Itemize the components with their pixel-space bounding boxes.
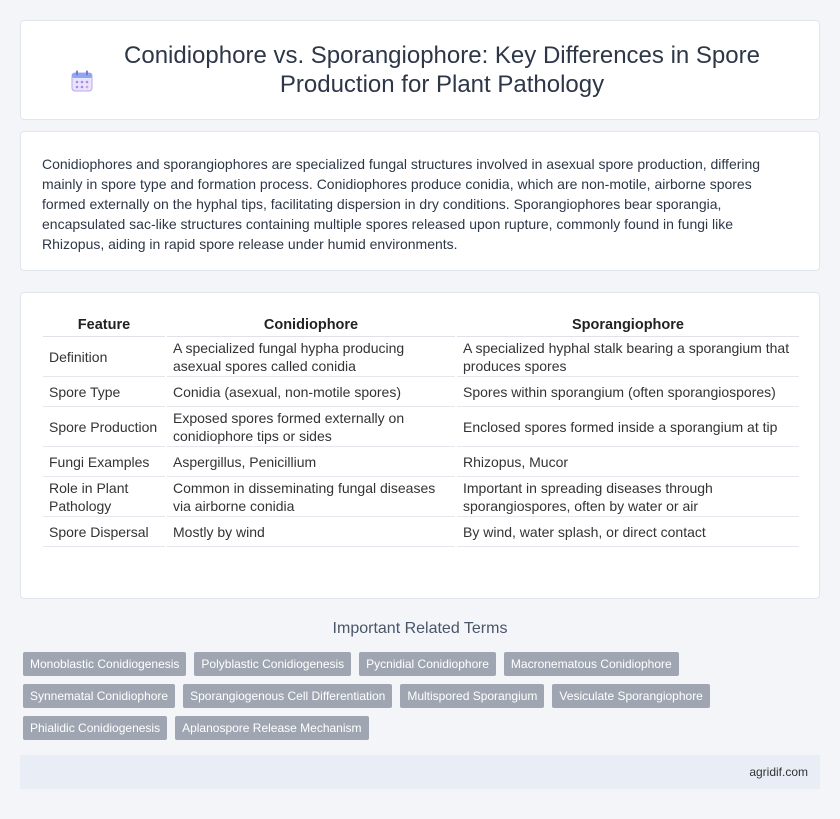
tag-row [23, 684, 823, 708]
tag-link[interactable]: Multispored Sporangium [400, 684, 544, 708]
related-terms-list [23, 652, 823, 748]
intro-card [20, 131, 820, 271]
tag-row [23, 652, 823, 676]
feature-cell: Role in Plant Pathology [43, 477, 166, 517]
table-row [43, 377, 799, 407]
tag-link[interactable]: Polyblastic Conidiogenesis [194, 652, 351, 676]
tag-link[interactable]: Vesiculate Sporangiophore [552, 684, 709, 708]
sporangiophore-cell: Important in spreading diseases through sporangiospores, often by water or air [456, 477, 799, 517]
feature-cell: Spore Dispersal [43, 517, 166, 547]
sporangiophore-cell: Enclosed spores formed inside a sporangium at tip [456, 407, 799, 447]
table-row [43, 337, 799, 377]
conidiophore-cell: Common in disseminating fungal diseases via airborne conidia [166, 477, 456, 517]
feature-cell: Spore Type [43, 377, 166, 407]
conidiophore-cell: A specialized fungal hypha producing asexual spores called conidia [166, 337, 456, 377]
tag-link[interactable]: Monoblastic Conidiogenesis [23, 652, 186, 676]
tag-row [23, 716, 823, 740]
sporangiophore-cell: A specialized hyphal stalk bearing a sporangium that produces spores [456, 337, 799, 377]
title-card [20, 20, 820, 120]
header-feature: Feature [43, 311, 166, 337]
header-sporangiophore: Sporangiophore [456, 311, 799, 337]
tag-link[interactable]: Synnematal Conidiophore [23, 684, 175, 708]
feature-cell: Spore Production [43, 407, 166, 447]
comparison-table [43, 311, 799, 547]
tag-link[interactable]: Phialidic Conidiogenesis [23, 716, 167, 740]
table-row [43, 477, 799, 517]
intro-paragraph: Conidiophores and sporangiophores are specialized fungal structures involved in asexual spore production, differing mainly in spore type and formation process. Conidiophores produce conidia, which are non-motile, airborne spores formed externally on the hyphal tips, facilitating dispersion in dry conditions. Sporangiophores bear sporangia, encapsulated sac-like structures containing multiple spores released upon rupture, commonly found in fungi like Rhizopus, aiding in rapid spore release under humid environments. [42, 156, 761, 252]
header-conidiophore: Conidiophore [166, 311, 456, 337]
footer-site-link[interactable]: agridif.com [749, 765, 808, 779]
feature-cell: Fungi Examples [43, 447, 166, 477]
sporangiophore-cell: By wind, water splash, or direct contact [456, 517, 799, 547]
page-title: Conidiophore vs. Sporangiophore: Key Differences in Spore Production for Plant Pathology [124, 42, 760, 98]
feature-cell: Definition [43, 337, 166, 377]
table-row [43, 447, 799, 477]
tag-link[interactable]: Aplanospore Release Mechanism [175, 716, 368, 740]
conidiophore-cell: Conidia (asexual, non-motile spores) [166, 377, 456, 407]
conidiophore-cell: Exposed spores formed externally on conidiophore tips or sides [166, 407, 456, 447]
tag-link[interactable]: Pycnidial Conidiophore [359, 652, 496, 676]
footer [20, 755, 820, 789]
conidiophore-cell: Aspergillus, Penicillium [166, 447, 456, 477]
table-row [43, 407, 799, 447]
sporangiophore-cell: Spores within sporangium (often sporangiospores) [456, 377, 799, 407]
sporangiophore-cell: Rhizopus, Mucor [456, 447, 799, 477]
tag-link[interactable]: Macronematous Conidiophore [504, 652, 679, 676]
calendar-icon [70, 69, 94, 93]
table-row [43, 517, 799, 547]
table-header-row [43, 311, 799, 337]
comparison-card [20, 292, 820, 599]
tag-link[interactable]: Sporangiogenous Cell Differentiation [183, 684, 392, 708]
related-terms-heading: Important Related Terms [332, 620, 508, 637]
conidiophore-cell: Mostly by wind [166, 517, 456, 547]
